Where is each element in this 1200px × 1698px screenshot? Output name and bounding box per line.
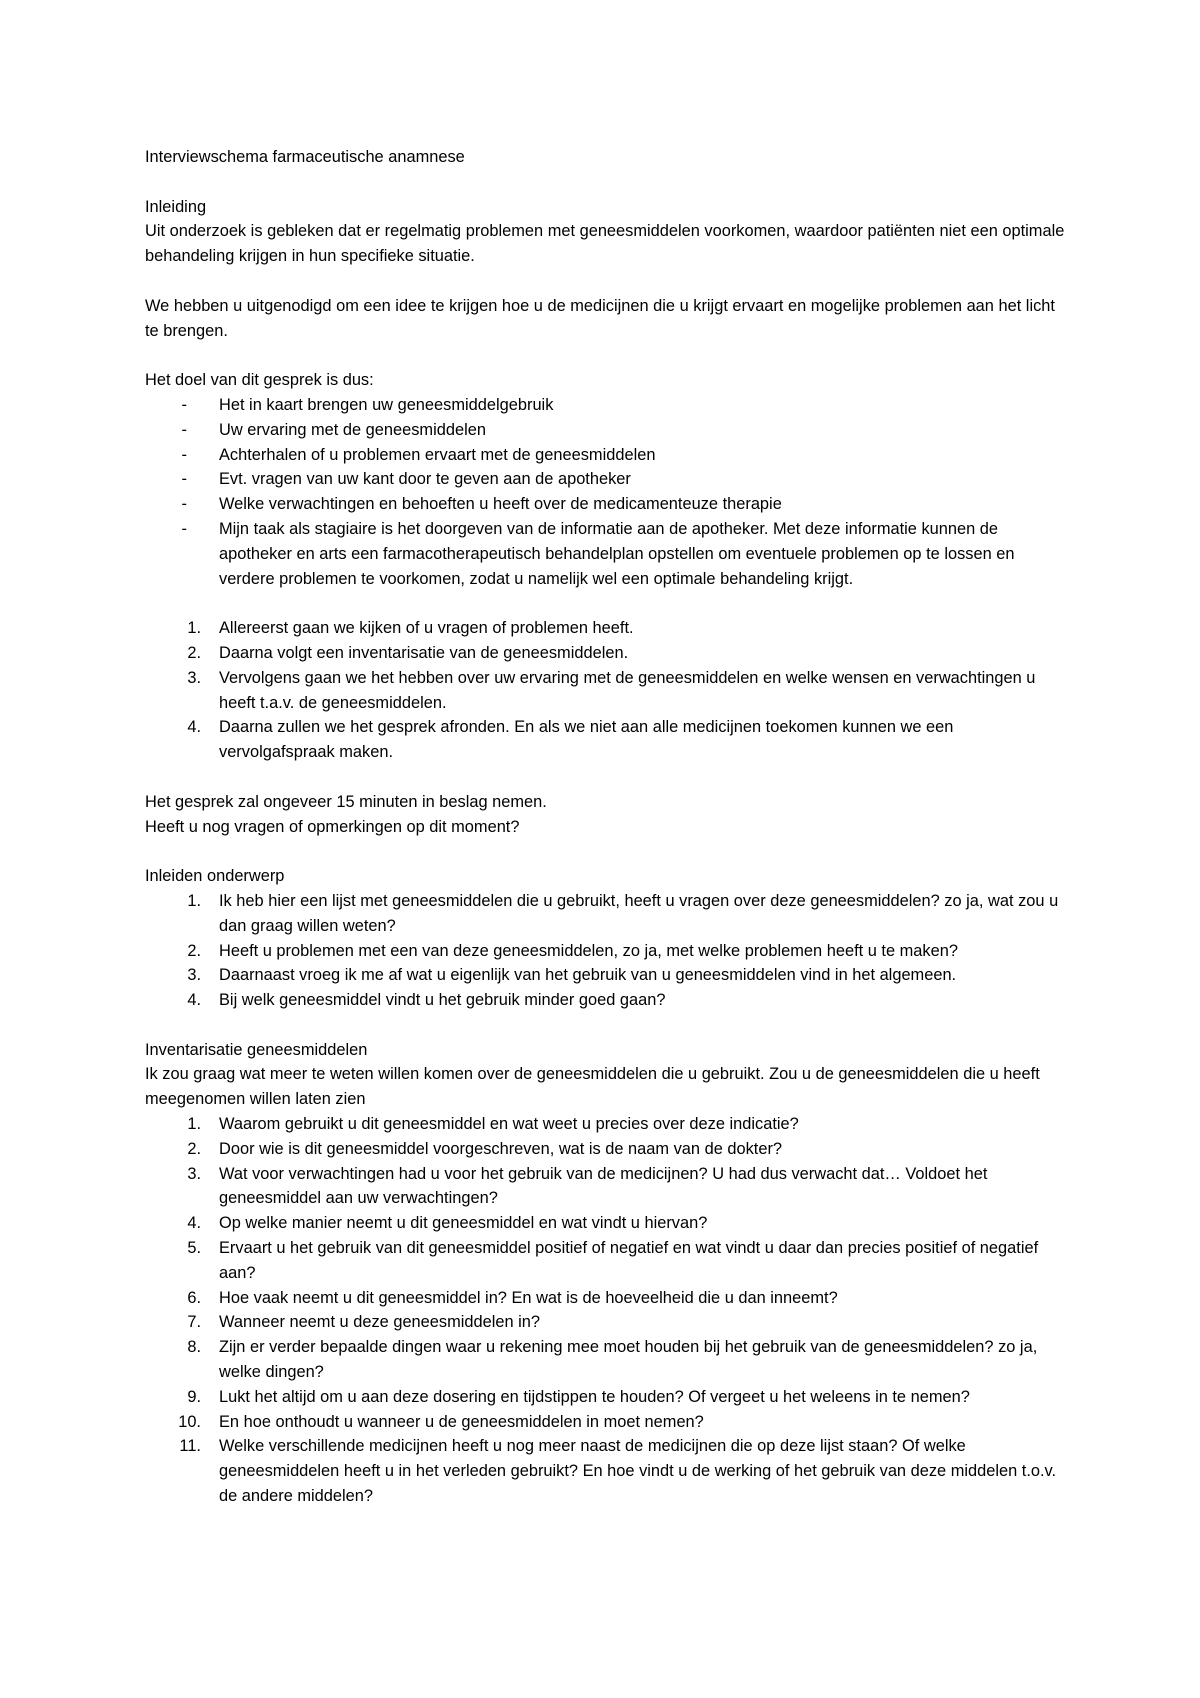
step-text: Daarna volgt een inventarisatie van de geneesmiddelen. [219,643,629,662]
question-text: Ik heb hier een lijst met geneesmiddelen die u gebruikt, heeft u vragen over deze geneesmiddelen? zo ja, wat zou u dan graag willen weten? [219,891,1059,935]
inventarisatie-list-item [145,1112,1070,1137]
question-text: Wanneer neemt u deze geneesmiddelen in? [219,1313,541,1332]
doel-list-item [145,393,1070,418]
document-title: Interviewschema farmaceutische anamnese [145,148,465,166]
doel-list-item [145,443,1070,468]
list-number: 4. [187,991,201,1010]
onderwerp-list [145,889,1070,1013]
steps-list-item [145,666,1070,716]
onderwerp-list-item [145,988,1070,1013]
question-text: Ervaart u het gebruik van dit geneesmiddel positief of negatief en wat vindt u daar dan precies positief of negatief aan? [219,1239,1039,1282]
steps-list-item [145,715,1070,765]
list-number: 7. [187,1313,201,1332]
steps-list-item [145,641,1070,666]
step-text: Daarna zullen we het gesprek afronden. En als we niet aan alle medicijnen toekomen kunnen we een vervolgafspraak maken. [219,718,954,762]
inventarisatie-intro: Ik zou graag wat meer te weten willen komen over de geneesmiddelen die u gebruikt. Zou u de geneesmiddelen die u heeft meegenomen willen laten zien [145,1065,1040,1109]
questions-text: Heeft u nog vragen of opmerkingen op dit moment? [145,817,520,836]
list-number: 2. [187,1139,201,1158]
inventarisatie-list-item [145,1162,1070,1212]
list-number: 1. [187,891,201,910]
inventarisatie-list-item [145,1385,1070,1410]
list-number: 2. [187,941,201,960]
dash-marker: - [181,519,187,538]
duration-text: Het gesprek zal ongeveer 15 minuten in beslag nemen. [145,792,547,811]
doel-item-text: Achterhalen of u problemen ervaart met de geneesmiddelen [219,445,656,464]
list-number: 5. [187,1239,201,1258]
question-text: Wat voor verwachtingen had u voor het gebruik van de medicijnen? U had dus verwacht dat… Voldoet het geneesmiddel aan uw verwachtingen? [219,1164,988,1208]
inventarisatie-list-item [145,1410,1070,1435]
inleiding-paragraph-1: Uit onderzoek is gebleken dat er regelmatig problemen met geneesmiddelen voorkomen, waardoor patiënten niet een optimale behandeling krijgen in hun specifieke situatie. [145,222,1065,266]
question-text: Zijn er verder bepaalde dingen waar u rekening mee moet houden bij het gebruik van de geneesmiddelen? zo ja, welke dingen? [219,1338,1038,1382]
section-heading-inventarisatie: Inventarisatie geneesmiddelen [145,1040,368,1059]
question-text: Daarnaast vroeg ik me af wat u eigenlijk van het gebruik van u geneesmiddelen vind in het algemeen. [219,966,957,985]
doel-list-item [145,492,1070,517]
question-text: Bij welk geneesmiddel vindt u het gebruik minder goed gaan? [219,991,666,1010]
onderwerp-list-item [145,963,1070,988]
dash-marker: - [181,395,187,414]
inventarisatie-list-item [145,1236,1070,1286]
dash-marker: - [181,495,187,514]
list-number: 4. [187,718,201,737]
inleiding-paragraph-2: We hebben u uitgenodigd om een idee te krijgen hoe u de medicijnen die u krijgt ervaart en mogelijke problemen aan het licht te brengen. [145,296,1055,340]
list-number: 3. [187,668,201,687]
step-text: Allereerst gaan we kijken of u vragen of problemen heeft. [219,619,634,638]
onderwerp-list-item [145,889,1070,939]
question-text: Welke verschillende medicijnen heeft u nog meer naast de medicijnen die op deze lijst staan? Of welke geneesmiddelen heeft u in het verleden gebruikt? En hoe vindt u de werking of het gebruik van deze middelen t.o.v. de andere middelen? [219,1437,1057,1506]
question-text: Hoe vaak neemt u dit geneesmiddel in? En wat is de hoeveelheid die u dan inneemt? [219,1288,838,1307]
section-heading-onderwerp: Inleiden onderwerp [145,867,285,886]
doel-list-item [145,517,1070,591]
section-heading-inleiding: Inleiding [145,197,207,216]
question-text: Op welke manier neemt u dit geneesmiddel en wat vindt u hiervan? [219,1214,708,1233]
question-text: Lukt het altijd om u aan deze dosering en tijdstippen te houden? Of vergeet u het weleens in te nemen? [219,1387,970,1406]
steps-list-item [145,616,1070,641]
doel-list-item [145,418,1070,443]
inventarisatie-list-item [145,1335,1070,1385]
inventarisatie-list-item [145,1310,1070,1335]
document-body [145,145,1070,1534]
list-number: 4. [187,1214,201,1233]
dash-marker: - [181,420,187,439]
dash-marker: - [181,445,187,464]
section-inventarisatie [145,1038,1070,1112]
doel-list [145,393,1070,591]
list-number: 9. [187,1387,201,1406]
step-text: Vervolgens gaan we het hebben over uw ervaring met de geneesmiddelen en welke wensen en verwachtingen u heeft t.a.v. de geneesmiddelen. [219,668,1036,712]
inventarisatie-list-item [145,1286,1070,1311]
list-number: 6. [187,1288,201,1307]
list-number: 2. [187,643,201,662]
list-number: 11. [179,1437,201,1456]
doel-list-item [145,467,1070,492]
steps-list [145,616,1070,765]
doel-item-text: Uw ervaring met de geneesmiddelen [219,420,486,439]
closing-remarks [145,790,1070,840]
question-text: En hoe onthoudt u wanneer u de geneesmiddelen in moet nemen? [219,1412,704,1431]
doel-intro: Het doel van dit gesprek is dus: [145,371,374,390]
list-number: 1. [187,619,201,638]
inventarisatie-list [145,1112,1070,1509]
list-number: 3. [187,966,201,985]
list-number: 10. [178,1412,201,1431]
question-text: Waarom gebruikt u dit geneesmiddel en wat weet u precies over deze indicatie? [219,1115,799,1134]
dash-marker: - [181,470,187,489]
doel-item-text: Welke verwachtingen en behoeften u heeft over de medicamenteuze therapie [219,495,782,514]
section-inleiding [145,195,1070,269]
inventarisatie-list-item [145,1137,1070,1162]
onderwerp-list-item [145,939,1070,964]
doel-item-text: Het in kaart brengen uw geneesmiddelgebruik [219,395,554,414]
doel-item-text: Evt. vragen van uw kant door te geven aan de apotheker [219,470,631,489]
doel-item-text: Mijn taak als stagiaire is het doorgeven van de informatie aan de apotheker. Met deze informatie kunnen de apotheker en arts een farmacotherapeutisch behandelplan opstellen om eventuele problemen op te lossen en verdere problemen te voorkomen, zodat u namelijk wel een optimale behandeling krijgt. [219,519,1015,588]
list-number: 1. [187,1115,201,1134]
question-text: Door wie is dit geneesmiddel voorgeschreven, wat is de naam van de dokter? [219,1139,783,1158]
inventarisatie-list-item [145,1211,1070,1236]
inventarisatie-list-item [145,1434,1070,1508]
question-text: Heeft u problemen met een van deze geneesmiddelen, zo ja, met welke problemen heeft u te maken? [219,941,958,960]
list-number: 3. [187,1164,201,1183]
list-number: 8. [187,1338,201,1357]
